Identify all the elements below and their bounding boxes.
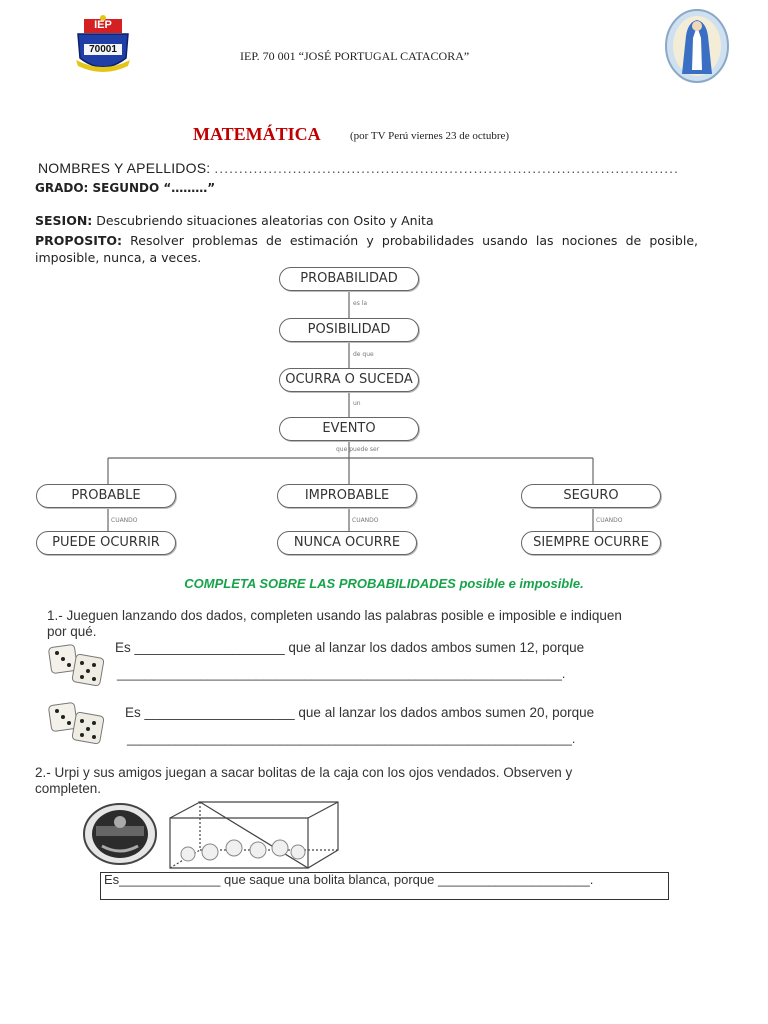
node-ocurra-o-suceda: OCURRA O SUCEDA bbox=[279, 368, 419, 392]
question-1a-text[interactable]: Es ____________________ que al lanzar los dados ambos sumen 12, porque bbox=[115, 640, 585, 655]
names-label: NOMBRES Y APELLIDOS: bbox=[38, 160, 211, 176]
ball-box-image bbox=[168, 800, 340, 870]
blindfolded-child-image bbox=[82, 802, 158, 866]
logo-text-number: 70001 bbox=[89, 44, 117, 55]
link-que-puede-ser: que puede ser bbox=[336, 446, 380, 453]
dice-icon bbox=[48, 700, 106, 746]
question-1a-answer-line[interactable]: ________________________________________________________________. bbox=[117, 667, 566, 681]
node-evento: EVENTO bbox=[279, 417, 419, 441]
subject-title: MATEMÁTICA bbox=[193, 124, 321, 144]
exercise-heading bbox=[0, 576, 768, 591]
node-seguro: SEGURO bbox=[521, 484, 661, 508]
link-cuando-2: CUANDO bbox=[352, 517, 379, 524]
question-2-line-2: completen. bbox=[35, 781, 102, 796]
node-nunca-ocurre: NUNCA OCURRE bbox=[277, 531, 417, 555]
node-siempre-ocurre: SIEMPRE OCURRE bbox=[521, 531, 661, 555]
question-2-line-1: 2.- Urpi y sus amigos juegan a sacar bolitas de la caja con los ojos vendados. Observen y bbox=[35, 765, 573, 780]
purpose-label: PROPOSITO: bbox=[35, 233, 123, 248]
dice-icon bbox=[48, 642, 106, 688]
link-cuando-3: CUANDO bbox=[596, 517, 623, 524]
question-1-line-2: por qué. bbox=[47, 624, 97, 639]
node-probabilidad: PROBABILIDAD bbox=[279, 267, 419, 291]
question-1b-text[interactable]: Es ____________________ que al lanzar los dados ambos sumen 20, porque bbox=[125, 705, 595, 720]
subject-subtitle: (por TV Perú viernes 23 de octubre) bbox=[350, 130, 510, 142]
link-de-que: de que bbox=[353, 351, 374, 358]
grade-field: GRADO: SEGUNDO “………” bbox=[35, 181, 216, 195]
node-probable: PROBABLE bbox=[36, 484, 176, 508]
question-1b-answer-line[interactable]: ________________________________________________________________. bbox=[127, 732, 576, 746]
link-es-la: es la bbox=[353, 300, 368, 307]
heading-part-b: posible e imposible bbox=[459, 576, 581, 591]
logo-text-top: IEP bbox=[94, 19, 112, 31]
node-puede-ocurrir: PUEDE OCURRIR bbox=[36, 531, 176, 555]
session-text: Descubriendo situaciones aleatorias con Osito y Anita bbox=[92, 213, 434, 228]
node-posibilidad: POSIBILIDAD bbox=[279, 318, 419, 342]
school-name: IEP. 70 001 “JOSÉ PORTUGAL CATACORA” bbox=[240, 49, 470, 63]
link-cuando-1: CUANDO bbox=[111, 517, 138, 524]
purpose-text: Resolver problemas de estimación y probabilidades usando las nociones de posible, imposible, nunca, a veces. bbox=[35, 233, 698, 265]
heading-part-c: . bbox=[580, 576, 584, 591]
heading-part-a: COMPLETA SOBRE LAS PROBABILIDADES bbox=[184, 576, 460, 591]
names-dots: ............................................................................................... bbox=[214, 160, 679, 176]
question-1-line-1: 1.- Jueguen lanzando dos dados, completen usando las palabras posible e imposible e indiquen bbox=[47, 608, 622, 623]
node-improbable: IMPROBABLE bbox=[277, 484, 417, 508]
session-label: SESION: bbox=[35, 213, 93, 228]
question-2-answer-text[interactable]: Es______________ que saque una bolita blanca, porque _____________________. bbox=[104, 872, 594, 887]
link-un: un bbox=[353, 400, 361, 407]
